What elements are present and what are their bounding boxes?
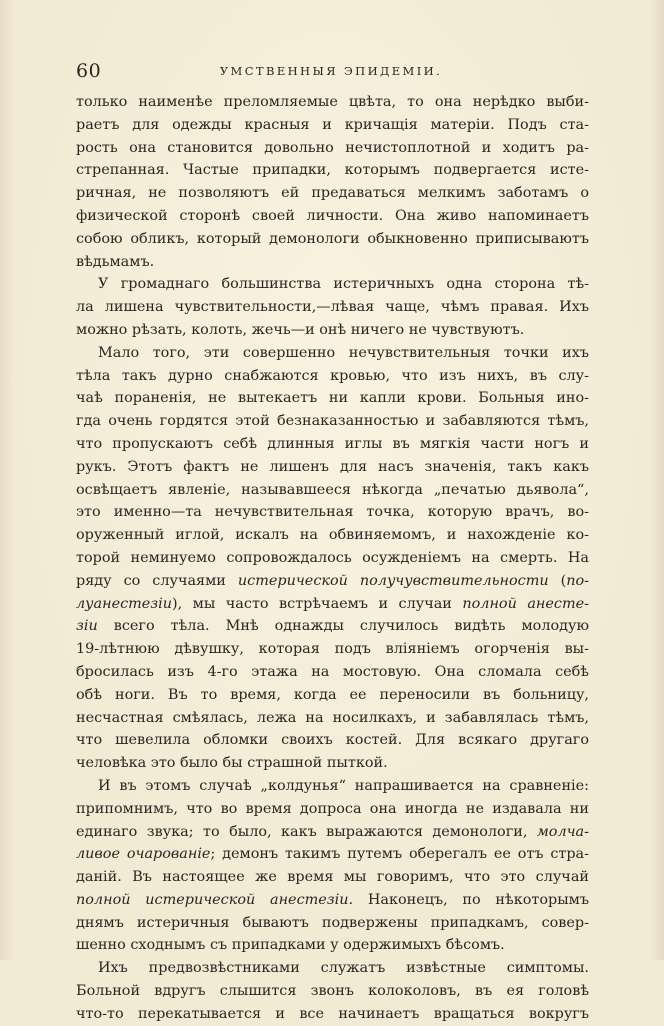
text-line: можно рѣзать, колоть, жечь—и онѣ ничего не чувствуютъ. xyxy=(76,321,525,338)
running-head xyxy=(76,60,586,86)
text-line: рость она становится довольно нечистоплотной и ходитъ ра- xyxy=(76,139,589,156)
running-title: УМСТВЕННЫЯ ЭПИДЕМІИ. xyxy=(219,64,443,78)
text-line: торой неминуемо сопровождалось осужденіемъ на смерть. На xyxy=(76,549,589,566)
text-line: Ихъ предвозвѣстниками служатъ извѣстные симптомы. xyxy=(98,960,589,977)
body-text xyxy=(76,91,589,1026)
text-line: чаѣ пораненія, не вытекаетъ ни капли крови. Больныя ино- xyxy=(76,390,589,407)
italic-span: по- xyxy=(566,572,589,589)
italic-span: полной истерической анестезіи xyxy=(76,891,349,908)
text-line: что шевелила обломки своихъ костей. Для всякаго другаго xyxy=(76,732,589,749)
text-line: Больной вдругъ слышится звонъ колоколовъ, въ ея головѣ xyxy=(76,983,589,1000)
text-line xyxy=(76,889,589,912)
text-line: гда очень гордятся этой безнаказанностью и забавляются тѣмъ, xyxy=(76,413,589,430)
text-line: даній. Въ настоящее же время мы говоримъ, что это случай xyxy=(76,869,589,886)
italic-span: ливое очарованіе xyxy=(76,846,211,863)
text-line: несчастная смѣялась, лежа на носилкахъ, и забавлялась тѣмъ, xyxy=(76,709,589,726)
text-line: тѣла такъ дурно снабжаются кровью, что изъ нихъ, въ слу- xyxy=(76,367,589,384)
text-line xyxy=(76,821,589,844)
text-span: ; демонъ такимъ путемъ оберегалъ ее отъ стра- xyxy=(210,846,589,863)
text-line: что пропускаютъ себѣ длинныя иглы въ мягкія части ногъ и xyxy=(76,435,589,452)
text-line xyxy=(76,843,589,866)
text-span: ряду со случаями xyxy=(76,572,238,589)
italic-span: полной анесте- xyxy=(462,595,589,612)
text-line: стрепанная. Частые припадки, которымъ подвергается исте- xyxy=(76,162,589,179)
text-line: припомнимъ, что во время допроса она иногда не издавала ни xyxy=(76,800,589,817)
text-span: ( xyxy=(548,572,567,589)
italic-span: зіи xyxy=(76,618,98,635)
text-line: освѣщаетъ явленіе, называвшееся нѣкогда „печатью дьявола“, xyxy=(76,481,589,498)
text-line: шенно сходнымъ съ припадками у одержимыхъ бѣсомъ. xyxy=(76,937,505,954)
text-line: днямъ истеричныя бываютъ подвержены припадкамъ, совер- xyxy=(76,914,589,931)
text-span: всего тѣла. Мнѣ однажды случилось видѣть молодую xyxy=(97,618,589,635)
text-span: ), мы часто встрѣчаемъ и случаи xyxy=(172,595,463,612)
text-line: вѣдьмамъ. xyxy=(76,253,155,270)
text-line: Мало того, эти совершенно нечувствительныя точки ихъ xyxy=(98,344,589,361)
text-line: собою обликъ, который демонологи обыкновенно приписываютъ xyxy=(76,230,589,247)
text-line: оруженный иглой, искалъ на обвиняемомъ, и нахожденіе ко- xyxy=(76,527,589,544)
text-line: обѣ ноги. Въ то время, когда ее переносили въ больницу, xyxy=(76,686,589,703)
text-line: только наименѣе преломляемые цвѣта, то она нерѣдко выби- xyxy=(76,94,589,110)
text-line xyxy=(76,593,589,616)
text-line: человѣка это было бы страшной пыткой. xyxy=(76,755,388,772)
text-line: физической сторонѣ своей личности. Она живо напоминаетъ xyxy=(76,207,589,224)
text-span: . Наконецъ, по нѣкоторымъ xyxy=(348,891,589,908)
text-line: рукъ. Этотъ фактъ не лишенъ для насъ значенія, такъ какъ xyxy=(76,458,589,475)
text-line xyxy=(76,570,589,593)
page-number: 60 xyxy=(76,60,102,82)
italic-span: луанестезіи xyxy=(76,595,173,612)
text-line: 19-лѣтнюю дѣвушку, которая подъ вліяніемъ огорченія вы- xyxy=(76,641,589,658)
text-line: ричная, не позволяютъ ей предаваться мелкимъ заботамъ о xyxy=(76,185,589,202)
italic-span: истерической получувствительности xyxy=(237,572,549,589)
text-line: ла лишена чувствительности,—лѣвая чаще, чѣмъ правая. Ихъ xyxy=(76,299,589,316)
text-line: бросилась изъ 4-го этажа на мостовую. Она сломала себѣ xyxy=(76,663,589,680)
italic-span: молча- xyxy=(536,823,589,840)
text-line xyxy=(76,615,589,638)
text-span: единаго звука; то было, какъ выражаются демонологи, xyxy=(76,823,537,840)
text-line: У громаднаго большинства истеричныхъ одна сторона тѣ- xyxy=(98,276,589,293)
text-line: что-то перекатывается и все начинаетъ вращаться вокругъ xyxy=(76,1005,589,1022)
text-line: раетъ для одежды красныя и кричащія матеріи. Подъ ста- xyxy=(76,116,589,133)
text-line: И въ этомъ случаѣ „колдунья“ напрашивается на сравненіе: xyxy=(98,777,589,794)
text-line: это именно—та нечувствительная точка, которую врачъ, во- xyxy=(76,504,589,521)
